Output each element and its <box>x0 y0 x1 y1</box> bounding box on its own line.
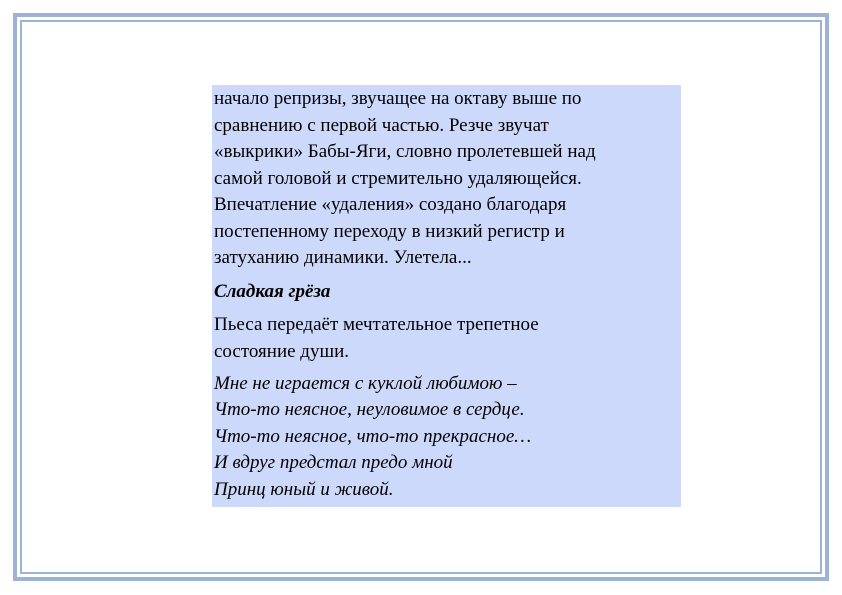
paragraph-reprise: начало репризы, звучащее на октаву выше по сравнению с первой частью. Резче звучат «выкрики» Бабы-Яги, словно пролетевшей над самой головой и стремительно удаляющейся. Впечатление «удаления» создано благодаря постепенному переходу в низкий регистр и затуханию динамики. Улетела... <box>214 88 596 268</box>
paragraph-description: Пьеса передаёт мечтательное трепетное состояние души. <box>214 313 539 362</box>
poem <box>214 371 679 504</box>
section-heading: Сладкая грёза <box>214 280 331 302</box>
text-box <box>212 85 681 507</box>
poem-line: И вдруг предстал предо мной <box>214 452 453 473</box>
poem-line: Принц юный и живой. <box>214 478 394 500</box>
poem-line: Мне не играется с куклой любимою – <box>214 372 517 394</box>
poem-line: Что-то неясное, неуловимое в сердце. <box>214 399 525 420</box>
poem-line: Что-то неясное, что-то прекрасное… <box>214 425 532 447</box>
